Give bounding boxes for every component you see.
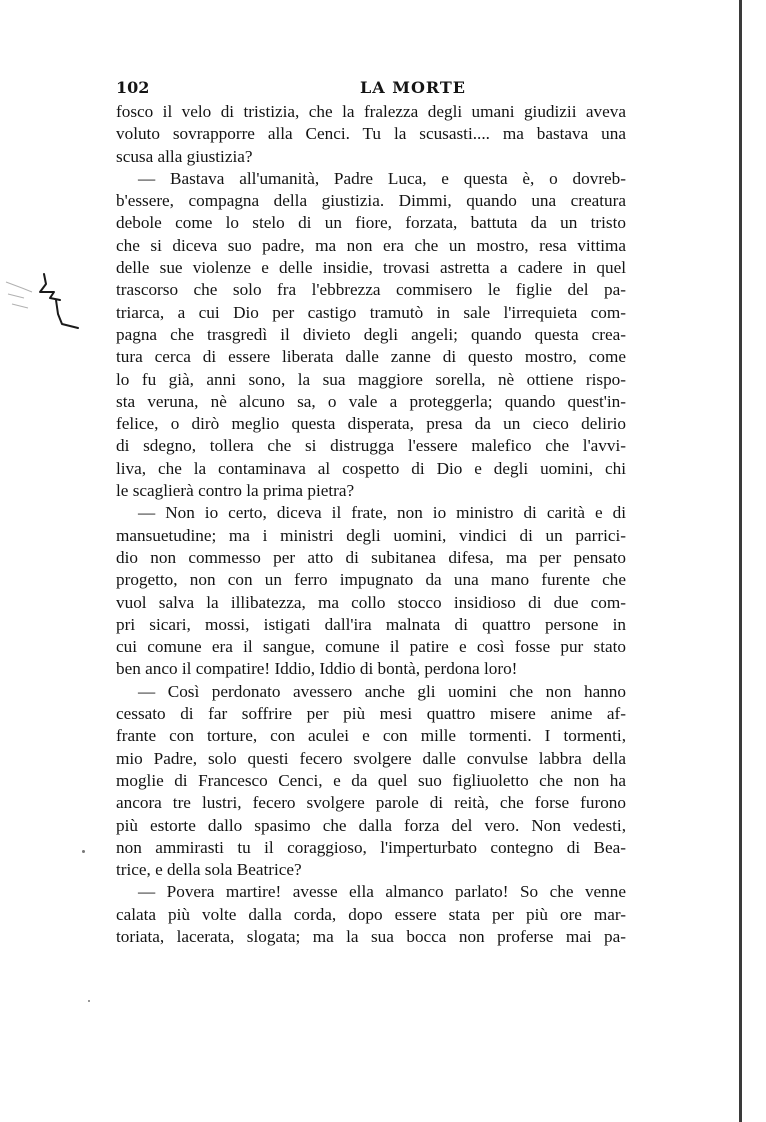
text-line: fosco il velo di tristizia, che la fralezza degli umani giudizii aveva: [116, 102, 626, 121]
margin-annotation-mark: [2, 268, 80, 334]
page-header: [116, 78, 626, 100]
text-line: cui comune era il sangue, comune il patire e così fosse pur stato: [116, 637, 626, 657]
paper-speck: [88, 1000, 90, 1002]
text-line: dio non commesso per atto di subitanea difesa, ma per pensato: [116, 547, 626, 567]
text-line: lo fu già, anni sono, la sua maggiore sorella, nè ottiene rispo-: [116, 369, 626, 389]
text-line: progetto, non con un ferro impugnato da una mano furente che: [116, 570, 626, 590]
text-line: liva, che la contaminava al cospetto di Dio e degli uomini, chi: [116, 458, 626, 478]
text-line: di sdegno, tollera che si distrugga l'essere malefico che l'avvi-: [116, 436, 626, 456]
text-line: che si diceva suo padre, ma non era che un mostro, resa vittima: [116, 235, 626, 255]
text-line: — Così perdonato avessero anche gli uomini che non hanno: [138, 681, 626, 701]
text-line: — Bastava all'umanità, Padre Luca, e questa è, o dovreb-: [138, 168, 626, 188]
text-line: cessato di far soffrire per più mesi quattro misere anime af-: [116, 704, 626, 724]
page-edge: [739, 0, 742, 1122]
text-line: non ammirasti tu il coraggioso, l'imperturbato contegno di Bea-: [116, 837, 626, 857]
text-line: più estorte dallo spasimo che dalla forza del vero. Non vedesti,: [116, 815, 626, 835]
text-line: tura cerca di essere liberata dalle zanne di questo mostro, come: [116, 347, 626, 367]
text-line: pagna che trasgredì il divieto degli angeli; quando questa crea-: [116, 324, 626, 344]
text-line: delle sue violenze e delle insidie, trovasi astretta a cadere in quel: [116, 258, 626, 278]
text-line: b'essere, compagna della giustizia. Dimmi, quando una creatura: [116, 191, 626, 211]
text-line: sta veruna, nè alcuno sa, o vale a proteggerla; quando quest'in-: [116, 391, 626, 411]
text-line: scusa alla giustizia?: [116, 146, 253, 166]
text-line: voluto sovrapporre alla Cenci. Tu la scusasti.... ma bastava una: [116, 124, 626, 144]
text-line: pri sicari, mossi, istigati dall'ira malnata di quattro persone in: [116, 614, 626, 634]
text-line: moglie di Francesco Cenci, e da quel suo figliuoletto che non ha: [116, 770, 626, 790]
text-line: frante con torture, con aculei e con mille tormenti. I tormenti,: [116, 726, 626, 746]
text-line: felice, o dirò meglio questa disperata, presa da un cieco delirio: [116, 414, 626, 434]
text-line: calata più volte dalla corda, dopo essere stata per più ore mar-: [116, 904, 626, 924]
text-line: trascorso che solo fra l'ebbrezza commisero le figlie del pa-: [116, 280, 626, 300]
text-line: triarca, a cui Dio per castigo tramutò in sale l'irrequieta com-: [116, 302, 626, 322]
text-line: trice, e della sola Beatrice?: [116, 860, 302, 880]
text-line: mio Padre, solo questi fecero svolgere dalle convulse labbra della: [116, 748, 626, 768]
text-line: vuol salva la illibatezza, ma collo stocco insidioso di due com-: [116, 592, 626, 612]
text-line: ben anco il compatire! Iddio, Iddio di bontà, perdona loro!: [116, 659, 518, 679]
text-line: mansuetudine; ma i ministri degli uomini, vindici di un parrici-: [116, 525, 626, 545]
text-line: ancora tre lustri, fecero svolgere parole di reità, che forse furono: [116, 793, 626, 813]
running-title: LA MORTE: [360, 78, 466, 97]
text-line: debole come lo stelo di un fiore, forzata, battuta da un tristo: [116, 213, 626, 233]
text-line: toriata, lacerata, slogata; ma la sua bocca non proferse mai pa-: [116, 926, 626, 946]
body-text: [116, 101, 626, 948]
text-line: — Povera martire! avesse ella almanco parlato! So che venne: [138, 882, 626, 902]
text-line: le scaglierà contro la prima pietra?: [116, 481, 355, 501]
margin-pencil-scribble: [2, 268, 80, 334]
paper-speck: [82, 850, 85, 853]
text-line: — Non io certo, diceva il frate, non io ministro di carità e di: [138, 503, 626, 523]
page-number: 102: [116, 78, 150, 97]
